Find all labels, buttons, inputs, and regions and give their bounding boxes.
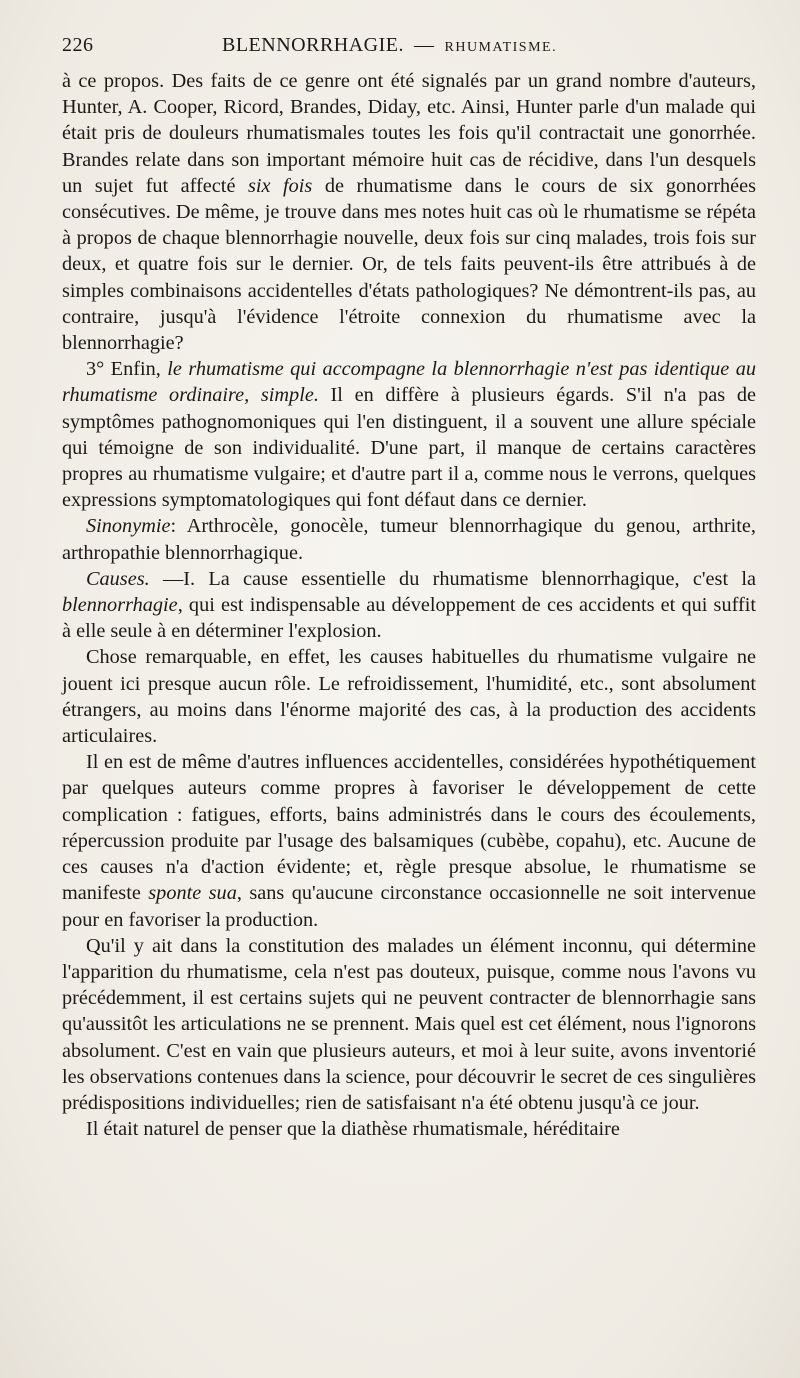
page-header	[62, 34, 756, 68]
page-number: 226	[62, 34, 94, 56]
paragraph-text: 3° Enfin,	[86, 358, 168, 381]
paragraph-7: Qu'il y ait dans la constitution des malades un élément inconnu, qui détermine l'apparition du rhumatisme, cela n'est pas douteux, puisque, comme nous l'avons vu précédemment, il est certains sujets qui ne peuvent contracter de blennorrhagie sans qu'aussitôt les articulations ne se prennent. Mais quel est cet élément, nous l'ignorons absolument. C'est en vain que plusieurs auteurs, et moi à leur suite, avons inventorié les observations contenues dans la science, pour découvrir le secret de ces singulières prédispositions individuelles; rien de satisfaisant n'a été obtenu jusqu'à ce jour.	[62, 934, 756, 1114]
emphasis: Causes.	[86, 567, 150, 590]
running-header	[172, 34, 756, 57]
paragraph-text: : Arthrocèle, gonocèle, tumeur blennorrhagique du genou, arthrite, arthropathie blennorrhagique.	[62, 515, 756, 564]
paragraph-text: Il en diffère à plusieurs égards. S'il n'a pas de symptômes pathognomoniques qui l'en distinguent, il a souvent une allure spéciale qui témoigne de son individualité. D'une part, il manque de certains caractères propres au rhumatisme vulgaire; et d'autre part il a, comme nous le verrons, quelques expressions symptomatologiques qui font défaut dans ce dernier.	[62, 384, 756, 512]
paragraph-8: Il était naturel de penser que la diathèse rhumatismale, héréditaire	[86, 1118, 620, 1141]
emphasis: sponte sua	[148, 882, 237, 905]
running-title: BLENNORRHAGIE.	[222, 34, 404, 56]
page-body	[62, 68, 756, 1142]
paragraph-text: à ce propos. Des faits de ce genre ont été signalés par un grand nombre d'auteurs, Hunter, A. Cooper, Ricord, Brandes, Diday, etc. Ainsi, Hunter parle d'un malade qui était pris de douleurs rhumatismales toutes les fois qu'il contractait une gonorrhée. Brandes relate dans son important mémoire huit cas de récidive, dans l'un desquels un sujet fut affecté	[62, 70, 756, 197]
header-dash: —	[414, 34, 435, 56]
paragraph-text: , qui est indispensable au développement de ces accidents et qui suffit à elle seule à en déterminer l'explosion.	[62, 594, 756, 643]
paragraph-text: de rhumatisme dans le cours de six gonorrhées consécutives. De même, je trouve dans mes notes huit cas où le rhumatisme se répéta à propos de chaque blennorrhagie nouvelle, deux fois sur cinq malades, trois fois sur deux, et quatre fois sur le dernier. Or, de tels faits peuvent-ils être attribués à de simples combinaisons accidentelles d'états pathologiques? Ne démontrent-ils pas, au contraire, jusqu'à l'évidence l'étroite connexion du rhumatisme avec la blennorrhagie?	[62, 174, 757, 355]
emphasis: blennorrhagie	[62, 594, 178, 617]
running-subtitle: RHUMATISME.	[444, 40, 558, 55]
paragraph-6	[62, 749, 756, 932]
emphasis: Sinonymie	[86, 515, 171, 538]
paragraph-text: —I. La cause essentielle du rhumatisme blennorrhagique, c'est la	[149, 567, 756, 590]
paragraph-1	[62, 68, 756, 356]
emphasis: le rhumatisme qui accompagne la blennorrhagie n'est pas identique au rhumatisme ordinaire, simple.	[62, 358, 756, 407]
paragraph-text: Il en est de même d'autres influences accidentelles, considérées hypothétiquement par quelques auteurs comme propres à favoriser le développement de cette complication : fatigues, efforts, bains administrés dans le cours des écoulements, répercussion produite par l'usage des balsamiques (cubèbe, copahu), etc. Aucune de ces causes n'a d'action évidente; et, règle presque absolue, le rhumatisme se manifeste	[62, 751, 756, 905]
paragraph-text: , sans qu'aucune circonstance occasionnelle ne soit intervenue pour en favoriser la production.	[62, 882, 756, 931]
paragraph-4	[62, 566, 756, 645]
paragraph-2	[62, 356, 756, 513]
emphasis: six fois	[247, 174, 313, 197]
paragraph-5: Chose remarquable, en effet, les causes habituelles du rhumatisme vulgaire ne jouent ici presque aucun rôle. Le refroidissement, l'humidité, etc., sont absolument étrangers, au moins dans l'énorme majorité des cas, à la production des accidents articulaires.	[62, 646, 756, 748]
paragraph-3	[62, 513, 756, 565]
